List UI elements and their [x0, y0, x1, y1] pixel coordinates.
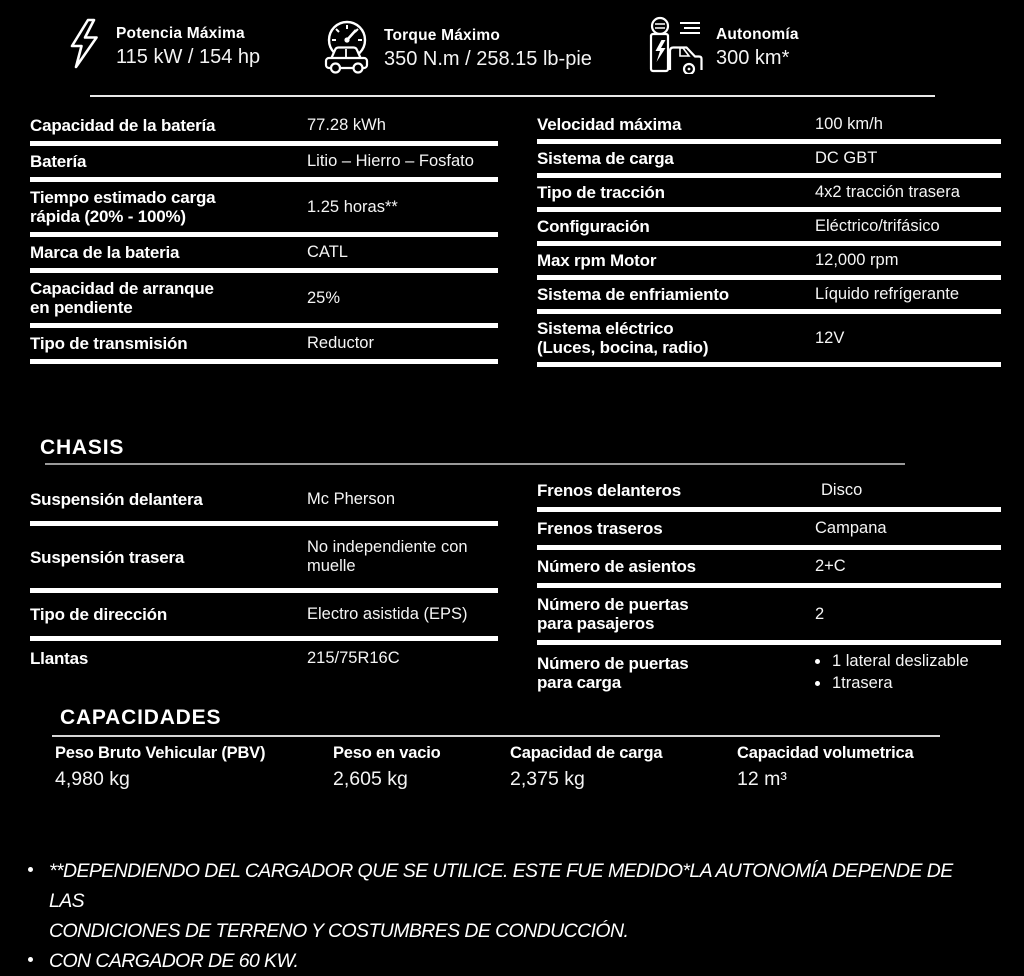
row-label: Capacidad de arranque en pendiente [30, 279, 214, 317]
row-label: Tiempo estimado carga rápida (20% - 100%) [30, 188, 216, 226]
row-divider [537, 362, 1001, 367]
row-label: Batería [30, 152, 87, 171]
footnote-60kw [28, 946, 968, 976]
table-row [537, 246, 1001, 275]
row-value: 2 [815, 604, 825, 623]
row-label: Sistema de enfriamiento [537, 285, 729, 304]
footnotes [28, 856, 968, 976]
row-divider [30, 359, 498, 364]
row-label: Tipo de dirección [30, 605, 168, 624]
row-value: 2+C [815, 557, 846, 575]
table-row [30, 641, 498, 676]
capacity-value: 2,605 kg [333, 768, 408, 790]
list-item: 1 lateral deslizable [815, 652, 1001, 671]
table-row [30, 146, 498, 177]
table-row [30, 526, 498, 588]
table-row [30, 110, 498, 141]
row-value: 25% [307, 288, 341, 307]
stat-autonomia [648, 16, 799, 79]
table-row [537, 314, 1001, 362]
row-value: 77.28 kWh [307, 116, 386, 134]
table-row [537, 280, 1001, 309]
chasis-right-table [537, 474, 1001, 700]
row-value: DC GBT [815, 149, 878, 167]
row-value: No independiente con muelle [307, 538, 468, 575]
table-row [30, 478, 498, 521]
table-row [30, 328, 498, 359]
row-value: Reductor [307, 334, 374, 352]
row-label: Suspensión delantera [30, 490, 203, 509]
chasis-title-underline [45, 463, 905, 465]
stat-title: Autonomía [716, 25, 799, 43]
header-divider [90, 95, 935, 97]
row-label: Marca de la bateria [30, 243, 180, 262]
battery-spec-table [30, 110, 498, 364]
capacity-label: Peso en vacio [333, 744, 441, 762]
table-row [30, 237, 498, 268]
row-label: Capacidad de la batería [30, 116, 216, 135]
powertrain-spec-table [537, 110, 1001, 367]
row-value: 12,000 rpm [815, 251, 899, 269]
table-row [537, 144, 1001, 173]
stat-potencia [64, 18, 260, 75]
footnote-charger [28, 856, 968, 946]
table-row [537, 645, 1001, 700]
row-label: Suspensión trasera [30, 547, 185, 567]
table-row [30, 182, 498, 232]
row-value: 100 km/h [815, 115, 883, 133]
table-row [30, 593, 498, 636]
table-row [537, 474, 1001, 507]
row-value-list [815, 652, 1001, 693]
chasis-section-title: CHASIS [40, 436, 125, 459]
table-row [537, 110, 1001, 139]
row-label: Número de puertas para pasajeros [537, 595, 689, 633]
row-value: Mc Pherson [307, 490, 396, 508]
table-row [537, 550, 1001, 583]
row-label: Número de puertas para carga [537, 653, 689, 692]
capacidades-title-underline [52, 735, 940, 737]
table-row [537, 178, 1001, 207]
row-value: Litio – Hierro – Fosfato [307, 152, 474, 170]
stat-value: 350 N.m / 258.15 lb-pie [384, 47, 592, 70]
footnote-text: **DEPENDIENDO DEL CARGADOR QUE SE UTILICE. ESTE FUE MEDIDO*LA AUTONOMÍA DEPENDE DE LAS CONDICIONES DE TERRENO Y COSTUMBRES DE CONDUCCIÓN. [49, 860, 953, 942]
bullet-icon [815, 659, 820, 664]
row-label: Tipo de tracción [537, 183, 665, 202]
charging-station-icon [648, 16, 704, 79]
row-value: 1.25 horas** [307, 197, 398, 216]
bullet-icon [28, 867, 33, 872]
bullet-icon [815, 681, 820, 686]
row-value: 12V [815, 328, 845, 347]
lightning-icon [64, 18, 104, 75]
stat-value: 300 km* [716, 46, 790, 69]
row-value: Electro asistida (EPS) [307, 605, 468, 623]
row-value: 4x2 tracción trasera [815, 183, 960, 201]
stat-title: Potencia Máxima [116, 24, 245, 42]
row-label: Velocidad máxima [537, 115, 682, 134]
capacity-value: 4,980 kg [55, 768, 130, 790]
row-label: Llantas [30, 649, 89, 668]
capacity-label: Peso Bruto Vehicular (PBV) [55, 744, 266, 762]
torque-gauge-icon [322, 18, 372, 79]
table-row [537, 588, 1001, 640]
chasis-left-table [30, 478, 498, 676]
stat-title: Torque Máximo [384, 26, 500, 44]
capacity-item-pbv [55, 744, 265, 791]
list-item: 1trasera [815, 674, 1001, 693]
stat-value: 115 kW / 154 hp [116, 45, 261, 68]
table-row [30, 273, 498, 323]
row-label: Frenos traseros [537, 519, 663, 538]
footnote-text: CON CARGADOR DE 60 KW. [49, 950, 299, 972]
capacity-item-volumetrica [737, 744, 913, 791]
bullet-icon [28, 957, 33, 962]
row-value: 215/75R16C [307, 649, 400, 667]
row-value: Eléctrico/trifásico [815, 217, 940, 235]
row-label: Sistema de carga [537, 149, 674, 168]
capacity-label: Capacidad de carga [510, 744, 663, 762]
row-label: Número de asientos [537, 557, 696, 576]
capacity-value: 2,375 kg [510, 768, 585, 790]
row-value: Campana [815, 519, 887, 537]
row-value: Líquido refrígerante [815, 285, 960, 303]
row-label: Tipo de transmisión [30, 334, 188, 353]
capacity-item-vacio [333, 744, 440, 791]
row-value: CATL [307, 243, 348, 261]
row-label: Sistema eléctrico (Luces, bocina, radio) [537, 319, 709, 357]
capacity-item-carga [510, 744, 662, 791]
row-label: Frenos delanteros [537, 481, 681, 500]
stat-torque [322, 18, 592, 79]
row-value: Disco [821, 481, 863, 499]
row-label: Max rpm Motor [537, 251, 657, 270]
capacity-label: Capacidad volumetrica [737, 744, 914, 762]
capacidades-section-title: CAPACIDADES [60, 706, 222, 729]
capacity-value: 12 m³ [737, 768, 787, 790]
table-row [537, 212, 1001, 241]
table-row [537, 512, 1001, 545]
row-label: Configuración [537, 217, 650, 236]
